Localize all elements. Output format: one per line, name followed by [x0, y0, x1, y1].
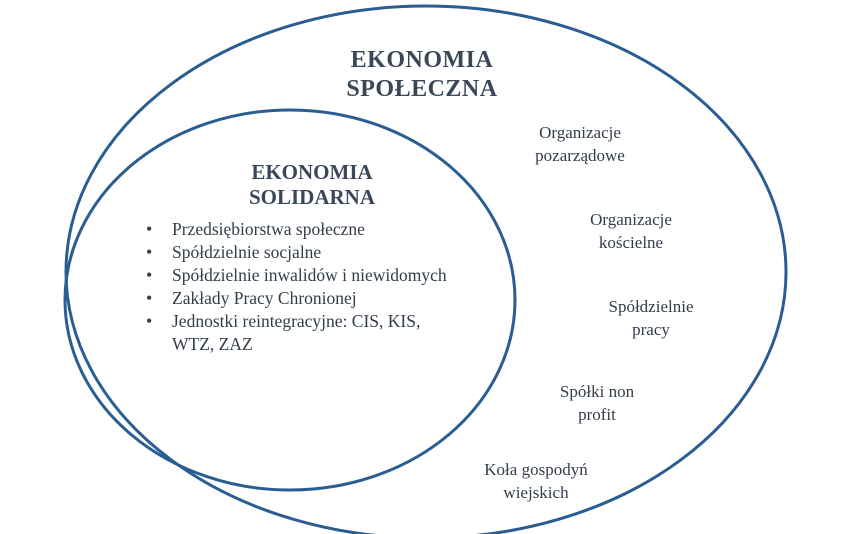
outer-item-line2: wiejskich	[503, 483, 569, 502]
bullet-item: • Jednostki reintegracyjne: CIS, KIS, WTZ, ZAZ	[146, 310, 456, 356]
outer-item-line1: Organizacje	[539, 123, 621, 142]
outer-item-line2: kościelne	[598, 233, 664, 252]
outer-item-line1: Spółki non	[559, 382, 635, 401]
outer-item-spoldzielnie-pracy	[581, 295, 721, 341]
outer-title-line1: EKONOMIA	[350, 47, 494, 73]
outer-title-line2: SPOŁECZNA	[346, 75, 498, 102]
bullet-item: • Spółdzielnie socjalne	[146, 241, 456, 264]
outer-item-line1: Organizacje	[590, 210, 672, 229]
outer-item-line1: Spółdzielnie	[608, 297, 694, 316]
outer-title	[322, 46, 522, 104]
bullet-item: • Przedsiębiorstwa społeczne	[146, 218, 456, 241]
solidarna-bullet-list	[146, 218, 456, 356]
outer-item-organizacje-koscielne	[561, 208, 701, 254]
outer-item-organizacje-pozarzadowe	[510, 121, 650, 167]
outer-item-line1: Koła gospodyń	[484, 460, 588, 479]
outer-item-line2: pozarządowe	[535, 146, 625, 165]
outer-item-line2: pracy	[632, 320, 670, 339]
outer-item-line2: profit	[578, 405, 616, 424]
inner-title	[212, 160, 412, 210]
bullet-item: • Zakłady Pracy Chronionej	[146, 287, 456, 310]
inner-title-line1: EKONOMIA	[251, 160, 373, 184]
outer-item-spolki-non-profit	[527, 380, 667, 426]
inner-title-line2: SOLIDARNA	[248, 185, 376, 210]
bullet-item: • Spółdzielnie inwalidów i niewidomych	[146, 264, 456, 287]
outer-item-kola-gospodyn-wiejskich	[456, 458, 616, 504]
